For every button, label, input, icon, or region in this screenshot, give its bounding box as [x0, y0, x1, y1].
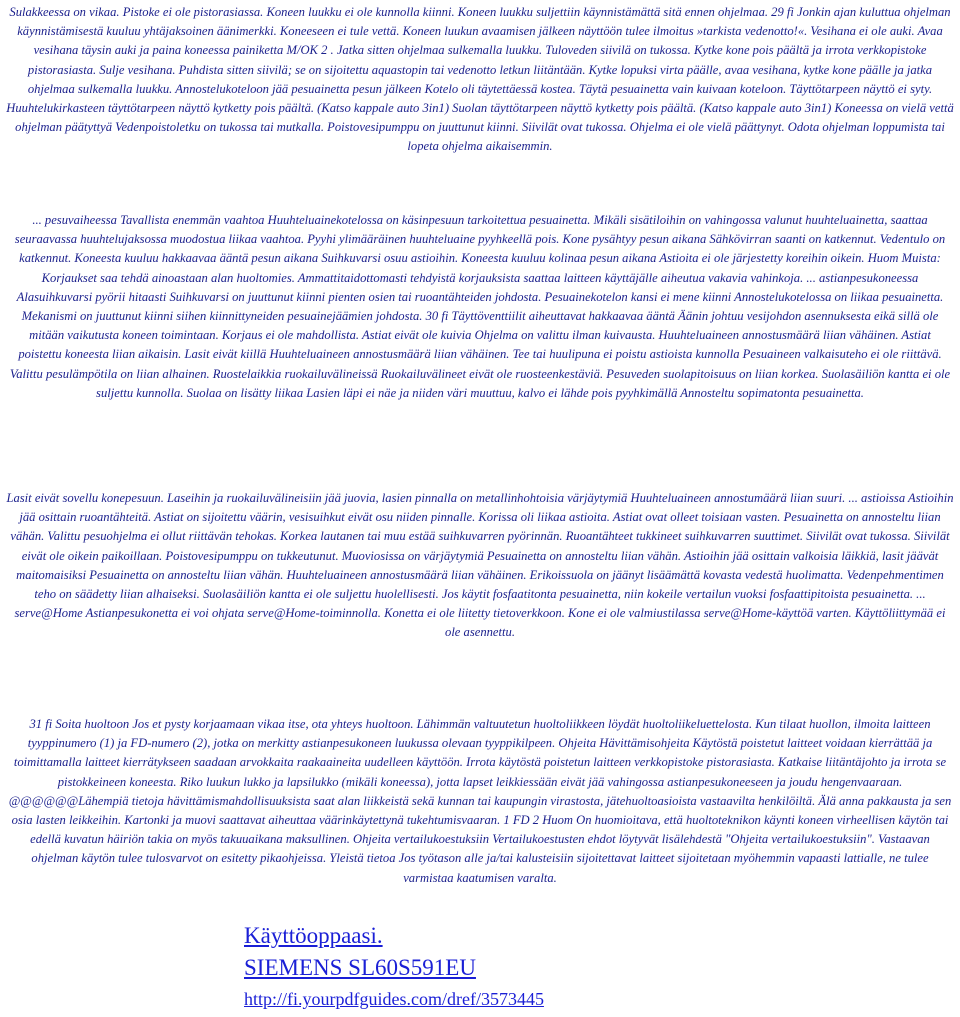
paragraph-troubleshooting-3: Lasit eivät sovellu konepesuun. Laseihin ja ruokailuvälineisiin jää juovia, lasien pinnalla on metallinhohtoisia värjäytymiä Huuhteluaineen annostumäärä liian suuri. ... astioissa Astioihin jää osittain ruoantähteitä. Astiat on sijoitettu väärin, vesisuihkut eivät osu niiden pinnalle. Korissa oli liikaa astioita. Astiat ovat olleet toisiaan vasten. Pesuainetta on annosteltu liian vähän. Valittu pesuohjelma ei ollut riittävän tehokas. Korkea lautanen tai muu estää suihkuvarren pyörinnän. Ruoantähteet tukkineet suihkuvarren suuttimet. Siivilät ovat tukossa. Siivilät eivät ole oikein paikoillaan. Poistovesipumppu on tukkeutunut. Muoviosissa on värjäytymiä Pesuainetta on annosteltu liian vähän. Astioihin jää osittain valkoisia läikkiä, lasit jäävät maitomaisiksi Pesuainetta on annosteltu liian vähän. Huuhteluaineen annostusmäärä liian vähäinen. Erikoissuola on jäänyt lisäämättä kovasta vedestä huolimatta. Vedenpehmentimen teho on säädetty liian alhaiseksi. Suolasäiliön kantta ei ole suljettu huolellisesti. Jos käytit fosfaatitonta pesuainetta, niin kokeile vertailun vuoksi fosfaattipitoista pesuainetta. ... serve@Home Astianpesukonetta ei voi ohjata serve@Home-toiminnolla. Konetta ei ole liitetty tietoverkkoon. Kone ei ole valmiustilassa serve@Home-käyttöä varten. Käyttöliittymää ei ole asennettu.: [6, 491, 954, 640]
manual-title-link[interactable]: Käyttöoppaasi.: [244, 923, 383, 948]
paragraph-troubleshooting-1: Sulakkeessa on vikaa. Pistoke ei ole pistorasiassa. Koneen luukku ei ole kunnolla kiinni. Koneen luukku suljettiin käynnistämättä sitä ennen ohjelmaa. 29 fi Jonkin ajan kuluttua ohjelman käynnistämisestä kuuluu yhtäjaksoinen äänimerkki. Koneeseen ei tule vettä. Koneen luukun avaamisen jälkeen näyttöön tulee ilmoitus »tarkista vedenotto!«. Vesihana ei ole auki. Avaa vesihana täysin auki ja paina koneessa painiketta M/OK 2 . Jatka sitten ohjelmaa sulkemalla luukku. Tuloveden siivilä on tukossa. Kytke kone pois päältä ja irrota verkkopistoke pistorasiasta. Sulje vesihana. Puhdista sitten siivilä; se on sijoitettu aquastopin tai vedenotto letkun liitäntään. Kytke lopuksi virta päälle, avaa vesihana, kytke kone päälle ja jatka ohjelmaa sulkemalla luukku. Annostelukoteloon jää pesuainetta pesun jälkeen Kotelo oli täytettäessä kostea. Täytä pesuainetta vain kuivaan koteloon. Täyttötarpeen näyttö ei syty. Huuhtelukirkasteen täyttötarpeen näyttö kytketty pois päältä. (Katso kappale auto 3in1) Suolan täyttötarpeen näyttö kytketty pois päältä. (Katso kappale auto 3in1) Koneessa on vielä vettä ohjelman päätyttyä Vedenpoistoletku on tukossa tai mutkalla. Poistovesipumppu on juuttunut kiinni. Siivilät ovat tukossa. Ohjelma ei ole vielä päättynyt. Odota ohjelman loppumista tai lopeta ohjelma aikaisemmin.: [6, 5, 954, 154]
paragraph-troubleshooting-2: ... pesuvaiheessa Tavallista enemmän vaahtoa Huuhteluainekotelossa on käsinpesuun tarkoitettua pesuainetta. Mikäli sisätiloihin on vahingossa valunut huuhteluainetta, saattaa seuraavassa huuhtelujaksossa muodostua liikaa vaahtoa. Pyyhi ylimääräinen huuhteluaine pyyhkeellä pois. Kone pysähtyy pesun aikana Sähkövirran saanti on katkennut. Vedentulo on katkennut. Koneesta kuuluu hakkaavaa ääntä pesun aikana Suihkuvarsi osuu astioihin. Koneesta kuuluu kolinaa pesun aikana Astioita ei ole järjestetty koreihin oikein. Huom Muista: Korjaukset saa tehdä ainoastaan alan huoltomies. Ammattitaidottomasti tehdyistä korjauksista saattaa laitteen käyttäjälle aiheutua vakavia vahinkoja. ... astianpesukoneessa Alasuihkuvarsi pyörii hitaasti Suihkuvarsi on juuttunut kiinni pienten osien tai ruoantähteiden johdosta. Pesuainekotelon kansi ei mene kiinni Annostelukotelossa on liikaa pesuainetta. Mekanismi on juuttunut kiinni siihen kiinnittyneiden pesuainejäämien johdosta. 30 fi Täyttöventtiilit aiheuttavat hakkaavaa ääntä Äänin johtuu vesijohdon asennuksesta eikä sillä ole mitään vaikutusta koneen toimintaan. Korjaus ei ole mahdollista. Astiat eivät ole kuivia Ohjelma on valittu ilman kuivausta. Huuhteluaineen annostusmäärä liian vähäinen. Astiat poistettu koneesta liian aikaisin. Lasit eivät kiillä Huuhteluaineen annostusmäärä liian vähäinen. Tee tai huulipuna ei poistu astioista kunnolla Pesuaineen valkaisuteho ei ole riittävä. Valittu pesulämpötila on liian alhainen. Ruostelaikkia ruokailuvälineissä Ruokailuvälineet eivät ole ruosteenkestäviä. Pesuveden suolapitoisuus on liian korkea. Suolasäiliön kantta ei ole suljettu kunnolla. Suolaa on lisätty liikaa Lasien läpi ei näe ja niiden väri muuttuu, kalvo ei lähde pois pyyhkimällä Annosteltu sopimatonta pesuainetta.: [9, 213, 951, 400]
paragraph-service-info: 31 fi Soita huoltoon Jos et pysty korjaamaan vikaa itse, ota yhteys huoltoon. Lähimmän valtuutetun huoltoliikkeen löydät huoltoliikeluettelosta. Kun tilaat huollon, ilmoita laitteen tyyppinumero (1) ja FD-numero (2), jotka on merkitty astianpesukoneen luukussa olevaan tyyppikilpeen. Ohjeita Hävittämisohjeita Käytöstä poistetut laitteet voidaan kierrättää ja toimittamalla laitteet kierrätykseen saadaan arvokkaita raakaaineita uudelleen käyttöön. Irrota käytöstä poistetun laitteen verkkopistoke pistorasiasta. Katkaise liitäntäjohto ja irrota se pistokkeineen koneesta. Riko luukun lukko ja lapsilukko (mikäli koneessa), jotta lapset leikkiessään eivät jää vahingossa astianpesukoneeseen ja joudu hengenvaaraan. @@@@@@Lähempiä tietoja hävittämismahdollisuuksista saat alan liikkeistä sekä kunnan tai kaupungin virastosta, jätehuoltoasioista vastaavilta henkilöiltä. Älä anna pakkausta ja sen osia lasten leikkeihin. Kartonki ja muovi saattavat aiheuttaa väärinkäytettynä tukehtumisvaaran. 1 FD 2 Huom On huomioitava, että huoltoteknikon käynti koneen virheellisen käytön tai edellä kuvatun häiriön takia on myös takuuaikana maksullinen. Ohjeita vertailukoestuksiin Vertailukoestusten ehdot löytyvät lisälehdestä "Ohjeita vertailukoestuksiin". Vastaavan ohjelman käytön tulee tulosvarvot on esitetty pikaohjeissa. Yleistä tietoa Jos työtason alle ja/tai kalusteisiin sijoitettavat laitteet sijoitetaan myöhemmin vapaasti lattialle, ne tulee varmistaa kaatumisen varalta.: [8, 717, 952, 885]
model-link[interactable]: SIEMENS SL60S591EU: [244, 955, 476, 980]
guide-url-link[interactable]: http://fi.yourpdfguides.com/dref/3573445: [244, 989, 544, 1009]
footer-links: [244, 922, 544, 1011]
